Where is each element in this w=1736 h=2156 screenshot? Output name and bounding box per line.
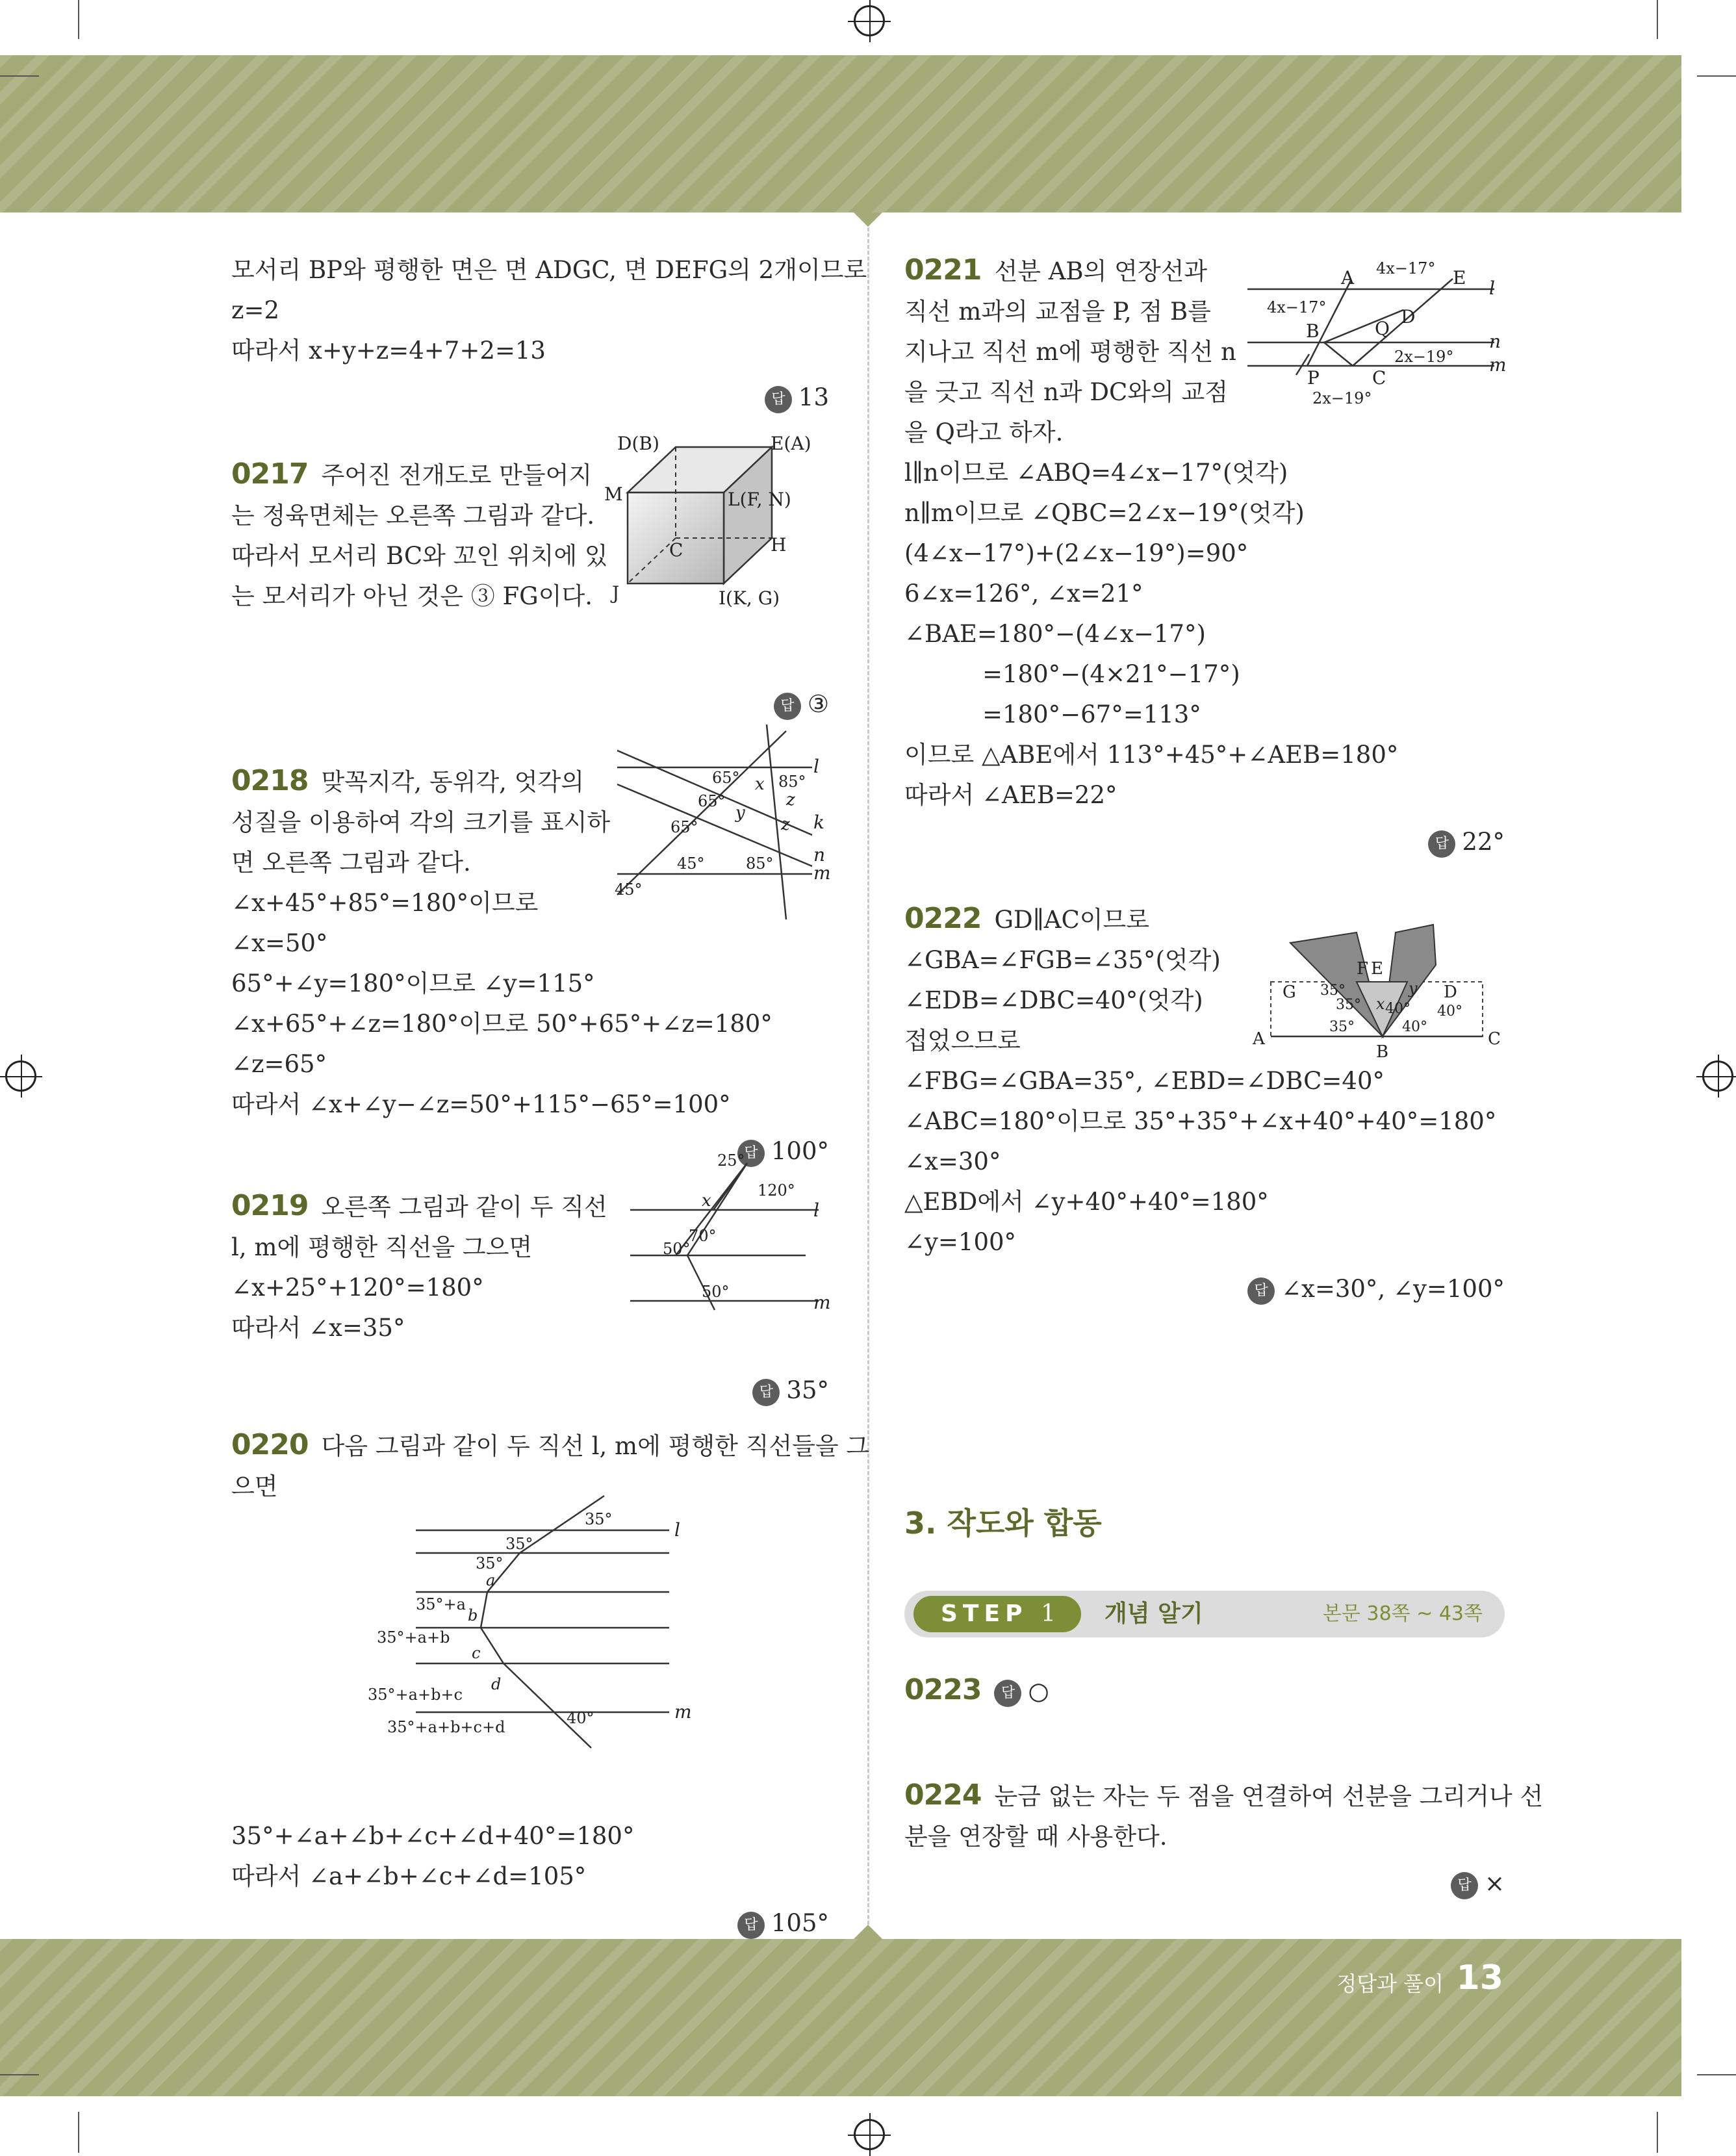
vertex-label: E(A): [771, 433, 811, 454]
text-line: ∠x+25°+120°=180°: [231, 1274, 484, 1302]
angle-label: 45°: [677, 854, 705, 873]
step-pill: [913, 1596, 1081, 1632]
answer-line: [231, 1370, 829, 1411]
point-label: D: [1444, 982, 1457, 1002]
problem-number: 0220: [231, 1428, 309, 1461]
footer-notch: [854, 1925, 882, 1939]
text-line: △EBD에서 ∠y+40°+40°=180°: [904, 1188, 1269, 1216]
right-column-lower: [904, 1670, 1544, 1904]
registration-mark-right: [1702, 1060, 1733, 1092]
trim-mark: [0, 75, 39, 77]
line-label: m: [813, 1292, 831, 1313]
text-line: =180°−67°=113°: [982, 700, 1201, 728]
text-line: 직선 m과의 교점을 P, 점 B를: [904, 298, 1211, 326]
vertex-label: C: [669, 539, 683, 561]
problem-number: 0218: [231, 764, 309, 797]
text-line: z=2: [231, 296, 280, 324]
answer-value: 100°: [771, 1137, 829, 1165]
line-label: l: [1489, 277, 1495, 299]
text-line: ∠x=50°: [231, 929, 328, 957]
text-line: 따라서 ∠AEB=22°: [904, 781, 1117, 809]
vertex-label: H: [771, 534, 787, 556]
answer-value: ○: [1028, 1677, 1049, 1705]
text-line: 따라서 ∠x+∠y−∠z=50°+115°−65°=100°: [231, 1090, 731, 1118]
vertex-label: L(F, N): [728, 489, 791, 510]
angle-label: 40°: [1402, 1019, 1427, 1035]
text-line: 6∠x=126°, ∠x=21°: [904, 580, 1143, 608]
answer-value: ∠x=30°, ∠y=100°: [1281, 1275, 1505, 1303]
cube-figure: [598, 429, 832, 617]
expression-label: 35°+a+b+c+d: [387, 1718, 505, 1736]
line-label: n: [1489, 331, 1501, 352]
answer-value: 22°: [1462, 828, 1505, 856]
text-line: 이므로 △ABE에서 113°+45°+∠AEB=180°: [904, 741, 1399, 769]
angle-label: b: [468, 1606, 478, 1624]
answer-badge: 답: [737, 1140, 765, 1167]
vertex-label: I(K, G): [719, 587, 780, 609]
angle-label: 4x−17°: [1376, 259, 1436, 277]
angle-label: 45°: [615, 880, 643, 899]
angle-label: 50°: [663, 1240, 691, 1258]
line-label: k: [813, 812, 824, 833]
answer-value: 35°: [786, 1376, 829, 1404]
point-label: P: [1307, 367, 1320, 389]
trim-mark: [1697, 2074, 1736, 2075]
text-line: 따라서 ∠x=35°: [231, 1314, 405, 1342]
expression-label: 35°+a: [416, 1595, 466, 1613]
line-label: m: [813, 862, 831, 884]
answer-line: [231, 1903, 829, 1944]
text-line: 따라서 모서리 BC와 꼬인 위치에 있: [231, 542, 608, 570]
answer-value: 105°: [771, 1909, 829, 1937]
step-reference: 본문 38쪽 ~ 43쪽: [1322, 1602, 1483, 1625]
text-line: 성질을 이용하여 각의 크기를 표시하: [231, 808, 611, 836]
trim-mark: [78, 0, 79, 39]
problem-number: 0219: [231, 1189, 309, 1222]
angle-label: a: [486, 1571, 496, 1589]
step-bar: [904, 1591, 1505, 1637]
angle-label: 40°: [1385, 1001, 1410, 1017]
trim-mark: [1657, 0, 1658, 39]
point-label: G: [1283, 982, 1296, 1002]
point-label: C: [1372, 367, 1386, 389]
angle-label: 40°: [567, 1709, 594, 1727]
text-line: ∠x+45°+85°=180°이므로: [231, 889, 539, 917]
text-line: ∠y=100°: [904, 1228, 1017, 1256]
folded-paper-figure: [1247, 919, 1507, 1066]
text-line: ∠ABC=180°이므로 35°+35°+∠x+40°+40°=180°: [904, 1107, 1497, 1135]
point-label: E: [1371, 959, 1383, 979]
text-line: 을 긋고 직선 n과 DC와의 교점: [904, 378, 1229, 406]
text-line: ∠z=65°: [231, 1050, 327, 1078]
text-line: ∠BAE=180°−(4∠x−17°): [904, 620, 1206, 648]
registration-mark-left: [5, 1060, 36, 1092]
registration-mark-top: [854, 5, 885, 36]
angle-label: 4x−17°: [1267, 298, 1327, 316]
right-column: [904, 250, 1505, 1543]
step-label: STEP: [941, 1600, 1028, 1627]
answer-line: [904, 1269, 1505, 1309]
text-line: 맞꼭지각, 동위각, 엇각의: [321, 768, 584, 796]
step-title: 개념 알기: [1104, 1600, 1203, 1627]
text-line: =180°−(4×21°−17°): [982, 660, 1240, 688]
segment-bc: [1324, 342, 1353, 366]
answer-badge: 답: [994, 1680, 1021, 1707]
angle-label: d: [491, 1675, 502, 1693]
answer-line: [904, 822, 1505, 862]
line-label: m: [674, 1701, 692, 1723]
vertex-label: J: [612, 582, 620, 604]
problem-number: 0217: [231, 457, 309, 491]
angle-label: x: [755, 775, 765, 794]
text-line: ∠GBA=∠FGB=∠35°(엇각): [904, 946, 1221, 974]
angle-label: 85°: [778, 773, 806, 791]
angle-label: z: [786, 790, 795, 810]
line-label: l: [813, 756, 819, 777]
answer-badge: 답: [737, 1912, 765, 1939]
text-line: 는 모서리가 아닌 것은 ③ FG이다.: [231, 582, 593, 610]
line-label: l: [674, 1519, 680, 1541]
angle-label: 35°: [1329, 1019, 1355, 1035]
line-label: m: [1489, 354, 1507, 376]
text-line: 다음 그림과 같이 두 직선 l, m에 평행한 직선들을 그: [321, 1432, 870, 1460]
problem-0223: [904, 1670, 1505, 1712]
text-line: l∥n이므로 ∠ABQ=4∠x−17°(엇각): [904, 459, 1288, 487]
expression-label: 35°+a+b+c: [368, 1686, 463, 1704]
text-line: 선분 AB의 연장선과: [994, 257, 1208, 285]
answer-badge: 답: [774, 693, 801, 720]
text-line: 따라서 x+y+z=4+7+2=13: [231, 337, 546, 365]
footer-band: [0, 1939, 1681, 2096]
problem-number: 0223: [904, 1673, 982, 1706]
angle-label: 35°: [1320, 982, 1346, 999]
answer-badge: 답: [1428, 830, 1455, 858]
angle-label: 65°: [712, 769, 740, 787]
text-line: GD∥AC이므로: [994, 906, 1150, 934]
angle-label: x: [702, 1191, 711, 1211]
text-line: ∠EDB=∠DBC=40°(엇각): [904, 986, 1203, 1014]
angle-label: 35°: [1336, 997, 1361, 1013]
angle-label: 40°: [1437, 1003, 1462, 1020]
text-line: ∠x+65°+∠z=180°이므로 50°+65°+∠z=180°: [231, 1010, 772, 1038]
answer-line: [904, 1864, 1505, 1904]
angle-label: 85°: [746, 854, 774, 873]
text-line: 따라서 ∠a+∠b+∠c+∠d=105°: [231, 1862, 587, 1890]
answer-value: 13: [798, 383, 829, 411]
answer-line: [231, 378, 829, 418]
text-line: 을 Q라고 하자.: [904, 418, 1064, 446]
text-line: n∥m이므로 ∠QBC=2∠x−19°(엇각): [904, 499, 1305, 527]
text-line: 눈금 없는 자는 두 점을 연결하여 선분을 그리거나 선: [994, 1782, 1544, 1810]
text-line: 으면: [231, 1472, 278, 1500]
point-label: D: [1401, 306, 1416, 327]
segment-bq: [1324, 310, 1403, 342]
angle-label: 35°: [585, 1510, 613, 1528]
angle-label: c: [472, 1644, 481, 1662]
answer-value: ③: [807, 690, 829, 718]
text-line: ∠x=30°: [904, 1148, 1001, 1175]
column-divider: [867, 227, 869, 1925]
text-line: 주어진 전개도로 만들어지: [321, 461, 593, 489]
answer-badge: 답: [1247, 1277, 1275, 1305]
text-line: (4∠x−17°)+(2∠x−19°)=90°: [904, 539, 1249, 567]
trapezoid-lines-figure: [1234, 250, 1514, 419]
answer-badge: 답: [765, 386, 792, 413]
vertex-label: D(B): [617, 433, 659, 454]
angle-label: 70°: [689, 1227, 717, 1245]
answer-value: ×: [1484, 1869, 1505, 1897]
text-line: 접었으므로: [904, 1027, 1021, 1055]
text-line: 는 정육면체는 오른쪽 그림과 같다.: [231, 502, 595, 530]
line-label: n: [813, 844, 826, 866]
answer-badge: 답: [1451, 1872, 1478, 1899]
trim-mark: [0, 2074, 39, 2075]
angle-label: 65°: [670, 818, 698, 836]
problem-number: 0224: [904, 1778, 982, 1812]
intro-block: [231, 250, 867, 418]
trim-mark: [78, 2112, 79, 2153]
trim-mark: [1697, 75, 1736, 77]
angle-label: 35°: [505, 1535, 533, 1553]
page-number: 13: [1456, 1958, 1503, 1997]
section-title: 3. 작도와 합동: [904, 1506, 1102, 1541]
footer-label: 정답과 풀이: [1336, 1971, 1444, 1996]
point-label: Q: [1375, 318, 1390, 339]
registration-mark-bottom: [854, 2119, 885, 2150]
text-line: 65°+∠y=180°이므로 ∠y=115°: [231, 969, 595, 997]
text-line: 모서리 BP와 평행한 면은 면 ADGC, 면 DEFG의 2개이므로: [231, 256, 867, 284]
auxiliary-line-figure: [624, 1144, 845, 1319]
point-label: C: [1488, 1029, 1501, 1049]
point-label: E: [1453, 267, 1466, 289]
point-label: A: [1253, 1029, 1265, 1049]
trim-mark: [1657, 2112, 1658, 2153]
angle-label: 25°: [717, 1151, 745, 1170]
text-line: 분을 연장할 때 사용한다.: [904, 1823, 1168, 1851]
angle-label: 50°: [702, 1283, 730, 1301]
answer-badge: 답: [752, 1379, 780, 1406]
parallel-lines-figure: [604, 718, 845, 926]
point-label: F: [1357, 959, 1369, 979]
point-label: B: [1306, 320, 1320, 342]
text-line: 면 오른쪽 그림과 같다.: [231, 849, 471, 877]
text-line: 오른쪽 그림과 같이 두 직선: [321, 1193, 607, 1221]
angle-label: y: [1409, 979, 1418, 997]
header-notch: [854, 212, 882, 227]
problem-number: 0221: [904, 253, 982, 287]
problem-number: 0222: [904, 902, 982, 935]
angle-label: x: [1376, 995, 1385, 1013]
angle-label: 120°: [758, 1181, 795, 1200]
point-label: A: [1341, 267, 1355, 289]
problem-0224: [904, 1775, 1544, 1904]
angle-label: 65°: [698, 792, 726, 810]
point-label: B: [1376, 1042, 1389, 1062]
angle-label: 2x−19°: [1312, 389, 1372, 407]
expression-label: 35°+a+b: [377, 1628, 450, 1647]
text-line: l, m에 평행한 직선을 그으면: [231, 1233, 533, 1261]
text-line: 지나고 직선 m에 평행한 직선 n: [904, 338, 1236, 366]
step-number: 1: [1041, 1600, 1056, 1627]
angle-label: y: [735, 803, 745, 823]
vertex-label: M: [604, 483, 623, 505]
angle-label: 35°: [476, 1554, 504, 1572]
text-line: 35°+∠a+∠b+∠c+∠d+40°=180°: [231, 1822, 635, 1850]
zigzag-figure: [364, 1488, 715, 1761]
header-band: [0, 55, 1681, 212]
angle-label: 2x−19°: [1394, 348, 1454, 366]
angle-label: z: [781, 815, 790, 834]
line-label: l: [813, 1200, 819, 1221]
text-line: ∠FBG=∠GBA=35°, ∠EBD=∠DBC=40°: [904, 1067, 1385, 1095]
section-3: [904, 1503, 1505, 1543]
